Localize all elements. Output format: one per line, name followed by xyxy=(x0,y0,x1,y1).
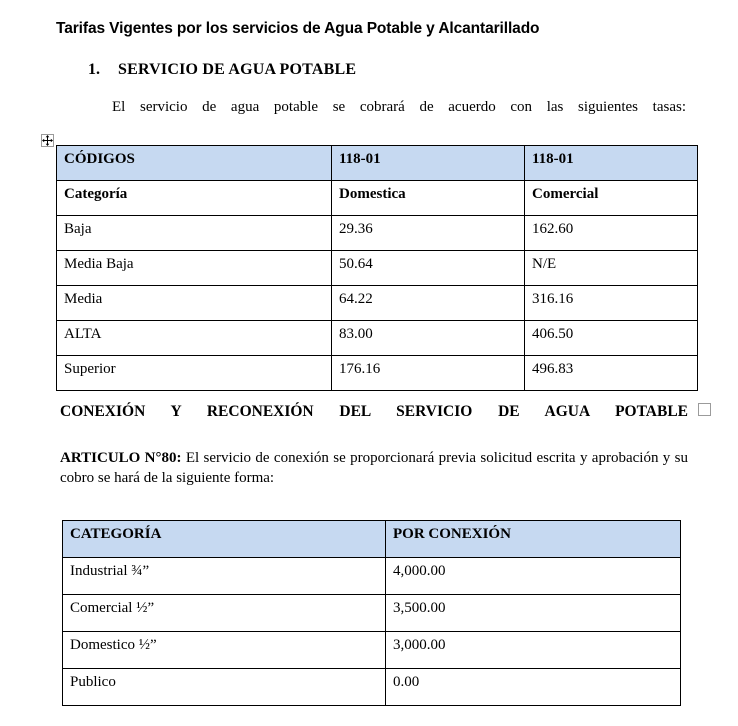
table-row xyxy=(63,558,681,595)
table-row xyxy=(57,356,698,391)
table-row xyxy=(63,595,681,632)
table-cell-precio: 0.00 xyxy=(386,669,681,706)
table-row xyxy=(57,321,698,356)
table-cell-precio: 3,000.00 xyxy=(386,632,681,669)
table-cell-precio: 3,500.00 xyxy=(386,595,681,632)
table-header-cell: CATEGORÍA xyxy=(63,521,386,558)
table-cell-category: Superior xyxy=(57,356,332,391)
page-title: Tarifas Vigentes por los servicios de Agua Potable y Alcantarillado xyxy=(56,20,540,37)
table-row-subheader xyxy=(57,181,698,216)
table-row xyxy=(63,632,681,669)
table-cell-categoria: Publico xyxy=(63,669,386,706)
intro-paragraph: El servicio de agua potable se cobrará de acuerdo con las siguientes tasas: xyxy=(112,99,686,115)
table-subheader-cell: Categoría xyxy=(57,181,332,216)
table-row xyxy=(63,669,681,706)
table-cell-domestica: 176.16 xyxy=(332,356,525,391)
table-row xyxy=(57,251,698,286)
articulo-lead: ARTICULO N°80: xyxy=(60,450,182,466)
table-header-cell: 118-01 xyxy=(525,146,698,181)
table-cell-categoria: Domestico ½” xyxy=(63,632,386,669)
table-cell-domestica: 64.22 xyxy=(332,286,525,321)
section-heading-1 xyxy=(88,59,648,80)
table-cell-domestica: 83.00 xyxy=(332,321,525,356)
articulo-body: El servicio de conexión se proporcionará previa solicitud escrita y aprobación y su cobro se hará de la siguiente forma: xyxy=(60,450,688,486)
table-cell-comercial: 162.60 xyxy=(525,216,698,251)
table-cell-comercial: 316.16 xyxy=(525,286,698,321)
table-cell-domestica: 50.64 xyxy=(332,251,525,286)
table-row-header xyxy=(57,146,698,181)
table-cell-category: Media Baja xyxy=(57,251,332,286)
table-header-cell: 118-01 xyxy=(332,146,525,181)
articulo-paragraph xyxy=(60,448,688,488)
table-cell-categoria: Industrial ¾” xyxy=(63,558,386,595)
section-heading-2: CONEXIÓN Y RECONEXIÓN DEL SERVICIO DE AGUA POTABLE xyxy=(60,403,688,420)
tarifas-table xyxy=(56,145,698,391)
table-header-cell: POR CONEXIÓN xyxy=(386,521,681,558)
table-subheader-cell: Comercial xyxy=(525,181,698,216)
table-cell-comercial: N/E xyxy=(525,251,698,286)
table-row xyxy=(57,216,698,251)
table-cell-domestica: 29.36 xyxy=(332,216,525,251)
table-cell-category: ALTA xyxy=(57,321,332,356)
table-cell-category: Media xyxy=(57,286,332,321)
table-cell-comercial: 406.50 xyxy=(525,321,698,356)
table-header-cell: CÓDIGOS xyxy=(57,146,332,181)
table-move-handle-icon[interactable] xyxy=(41,134,54,147)
table-row xyxy=(57,286,698,321)
conexion-table xyxy=(62,520,681,706)
table-cell-precio: 4,000.00 xyxy=(386,558,681,595)
table-cell-categoria: Comercial ½” xyxy=(63,595,386,632)
table-cell-comercial: 496.83 xyxy=(525,356,698,391)
table-cell-category: Baja xyxy=(57,216,332,251)
section-number: 1. xyxy=(88,61,100,78)
table-row-header xyxy=(63,521,681,558)
table-resize-handle-icon[interactable] xyxy=(698,403,711,416)
table-subheader-cell: Domestica xyxy=(332,181,525,216)
section-title: SERVICIO DE AGUA POTABLE xyxy=(118,61,357,78)
